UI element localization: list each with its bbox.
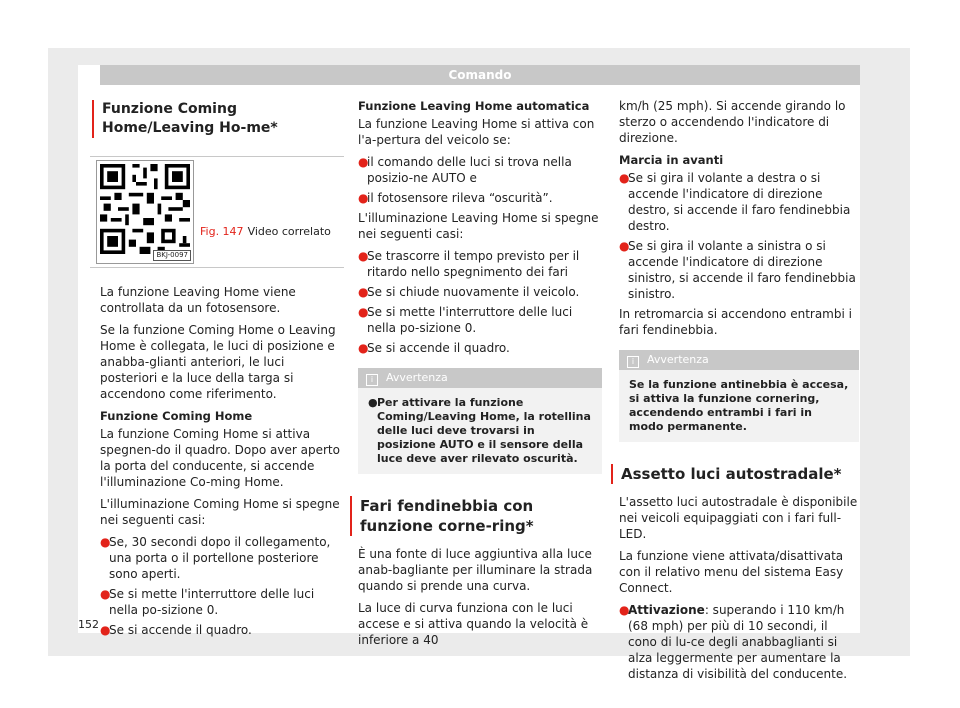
note-box: [358, 368, 602, 474]
paragraph: La funzione Coming Home si attiva spegnen-do il quadro. Dopo aver aperto la porta del conducente, si accende l'illuminazione Co-ming Home.: [100, 427, 340, 489]
subheading-coming-home: Funzione Coming Home: [100, 409, 253, 423]
column-2: [358, 98, 602, 654]
list-item: ● il fotosensore rileva “oscurità”.: [358, 191, 553, 205]
paragraph: La funzione Leaving Home si attiva con l'a-pertura del veicolo se:: [358, 117, 595, 147]
paragraph: La funzione viene attivata/disattivata con il relativo menu del sistema Easy Connect.: [619, 549, 844, 595]
note-box: [619, 350, 859, 442]
note-body: Se la funzione antinebbia è accesa, si attiva la funzione cornering, accendendo entrambi i fari in modo permanente.: [629, 378, 849, 433]
info-icon: i: [627, 356, 639, 368]
paragraph: In retromarcia si accendono entrambi i fari fendinebbia.: [619, 307, 852, 337]
list-item: ● Se si chiude nuovamente il veicolo.: [358, 285, 580, 299]
page-header: Comando: [100, 65, 860, 85]
bullet-icon: ●: [619, 603, 630, 617]
list-item: ● Se si accende il quadro.: [100, 623, 252, 637]
note-body: [358, 388, 602, 474]
bullet-icon: ●: [100, 623, 111, 637]
bullet-icon: ●: [358, 305, 369, 319]
list-item: ● il comando delle luci si trova nella posizio-ne AUTO e: [358, 155, 572, 185]
column-1: [100, 98, 344, 642]
list-item: ● Se, 30 secondi dopo il collegamento, una porta o il portellone posteriore sono aperti.: [100, 535, 331, 581]
info-icon: i: [366, 374, 378, 386]
section-heading-fog-cornering: Fari fendinebbia con funzione corne-ring*: [350, 496, 602, 536]
bullet-icon: ●: [619, 171, 630, 185]
bullet-icon: ●: [358, 249, 369, 263]
section-heading-coming-home: Funzione Coming Home/Leaving Ho-me*: [92, 100, 344, 138]
list-item: ● Se trascorre il tempo previsto per il ritardo nello spegnimento dei fari: [358, 249, 580, 279]
figure-147: [90, 156, 344, 268]
qr-code-icon: [100, 164, 190, 254]
paragraph: La funzione Leaving Home viene controllata da un fotosensore.: [100, 285, 296, 315]
list-item: ● Per attivare la funzione Coming/Leaving Home, la rotellina delle luci deve trovarsi in posizione AUTO e il sensore della luce deve aver rilevato oscurità.: [368, 396, 591, 465]
list-item: ● Attivazione: superando i 110 km/h (68 mph) per più di 10 secondi, il cono di lu-ce degli anabbaglianti si alza leggermente per aumentare la distanza di visibilità del conducente.: [619, 603, 848, 681]
list-item: ● Se si gira il volante a sinistra o si accende l'indicatore di direzione sinistro, si accende il faro fendinebbia sinistro.: [619, 239, 856, 301]
note-header: i Avvertenza: [358, 368, 602, 388]
column-3: [619, 98, 859, 686]
note-header: i Avvertenza: [619, 350, 859, 370]
paragraph: L'assetto luci autostradale è disponibile nei veicoli equipaggiati con i fari full-LED.: [619, 495, 858, 541]
paragraph: La luce di curva funziona con le luci accese e si attiva quando la velocità è inferiore a 40: [358, 601, 589, 647]
figure-number: Fig. 147: [200, 225, 244, 238]
bullet-icon: ●: [358, 285, 369, 299]
figure-caption: [200, 224, 331, 240]
section-heading-motorway-lights: Assetto luci autostradale*: [611, 464, 859, 484]
list-item: ● Se si accende il quadro.: [358, 341, 510, 355]
qr-code[interactable]: [96, 160, 194, 264]
bullet-icon: ●: [100, 587, 111, 601]
bullet-icon: ●: [358, 341, 369, 355]
bullet-icon: ●: [358, 191, 369, 205]
bullet-icon: ●: [619, 239, 630, 253]
figure-caption-text: Video correlato: [247, 225, 331, 238]
paragraph: Se la funzione Coming Home o Leaving Home è collegata, le luci di posizione e anabba-glianti anteriori, le luci posteriori e la luce della targa si accendono come riferimento.: [100, 323, 336, 401]
paragraph: L'illuminazione Leaving Home si spegne nei seguenti casi:: [358, 211, 599, 241]
bullet-icon: ●: [368, 396, 378, 409]
subheading-leaving-home: Funzione Leaving Home automatica: [358, 99, 590, 113]
qr-code-label: BKJ-0097: [153, 250, 191, 261]
list-item: ● Se si mette l'interruttore delle luci nella po-sizione 0.: [100, 587, 315, 617]
paragraph: L'illuminazione Coming Home si spegne nei seguenti casi:: [100, 497, 340, 527]
list-item: ● Se si mette l'interruttore delle luci nella po-sizione 0.: [358, 305, 573, 335]
bullet-icon: ●: [100, 535, 111, 549]
paragraph: È una fonte di luce aggiuntiva alla luce anab-bagliante per illuminare la strada quando si prende una curva.: [358, 547, 593, 593]
page-number: 152: [78, 618, 99, 631]
list-item: ● Se si gira il volante a destra o si accende l'indicatore di direzione destro, si accende il faro fendinebbia destro.: [619, 171, 851, 233]
bullet-icon: ●: [358, 155, 369, 169]
subheading-forward: Marcia in avanti: [619, 153, 724, 167]
paragraph: km/h (25 mph). Si accende girando lo sterzo o accendendo l'indicatore di direzione.: [619, 99, 846, 145]
